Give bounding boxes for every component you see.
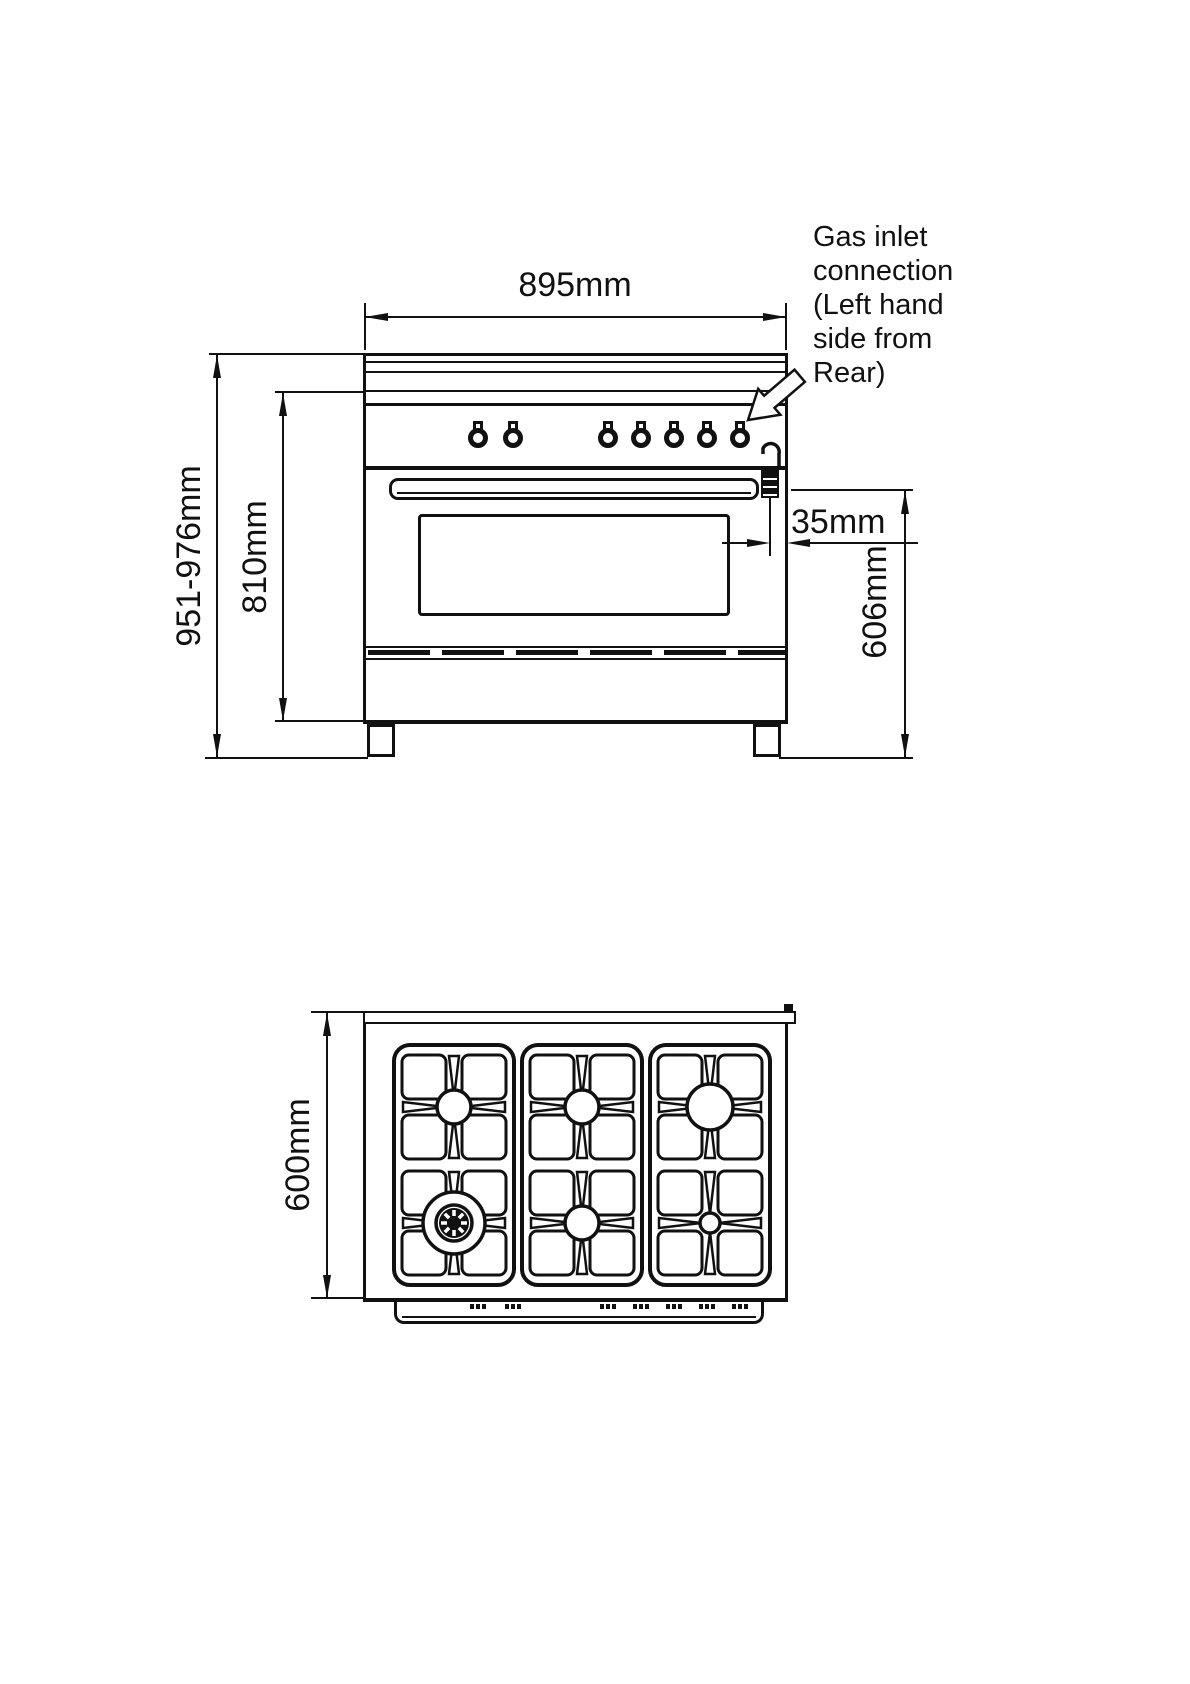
topview-right-edge: [785, 1022, 788, 1302]
burner-medium: [565, 1206, 599, 1240]
burner-small: [700, 1213, 720, 1233]
knob-mark: [600, 1304, 616, 1309]
knob-mark: [732, 1304, 748, 1309]
gas-note-line: Gas inlet: [813, 221, 928, 253]
arrowhead-up: [323, 1013, 331, 1036]
knob-mark: [505, 1304, 521, 1309]
front-panel-inner-line: [402, 1316, 756, 1318]
knob-mark: [699, 1304, 715, 1309]
gas-inlet-tab-top-view: [784, 1004, 793, 1012]
topview-left-edge: [363, 1022, 366, 1302]
burner-large: [687, 1084, 733, 1130]
burner-medium: [565, 1090, 599, 1124]
burner-medium: [437, 1090, 471, 1124]
rear-band-top-line: [363, 1011, 796, 1013]
arrowhead-down: [323, 1275, 331, 1298]
knob-mark: [470, 1304, 486, 1309]
dim-label-gas-offset: 35mm: [791, 503, 886, 541]
burner-grate-right: [648, 1043, 772, 1287]
gas-note-line: (Left hand: [813, 289, 944, 321]
gas-note-line: connection: [813, 255, 954, 287]
rear-band-right-edge: [794, 1011, 796, 1024]
knob-mark: [666, 1304, 682, 1309]
dim-label-overall-height: 951-976mm: [170, 465, 208, 647]
gas-note-line: Rear): [813, 357, 886, 389]
burner-grate-left: [392, 1043, 516, 1287]
dim-label-depth: 600mm: [279, 1098, 317, 1212]
burner-grate-middle: [520, 1043, 644, 1287]
dim-label-gas-height: 606mm: [856, 545, 894, 659]
ext-line: [311, 1011, 363, 1013]
knob-mark: [633, 1304, 649, 1309]
burner-wok-triple-ring: [423, 1192, 485, 1254]
dim-label-body-height: 810mm: [236, 500, 274, 614]
ext-line: [311, 1297, 363, 1299]
dim-label-width: 895mm: [518, 266, 632, 304]
rear-band-bottom-line: [363, 1022, 796, 1024]
gas-note-line: side from: [813, 323, 933, 355]
dim-line-depth: [326, 1013, 328, 1298]
